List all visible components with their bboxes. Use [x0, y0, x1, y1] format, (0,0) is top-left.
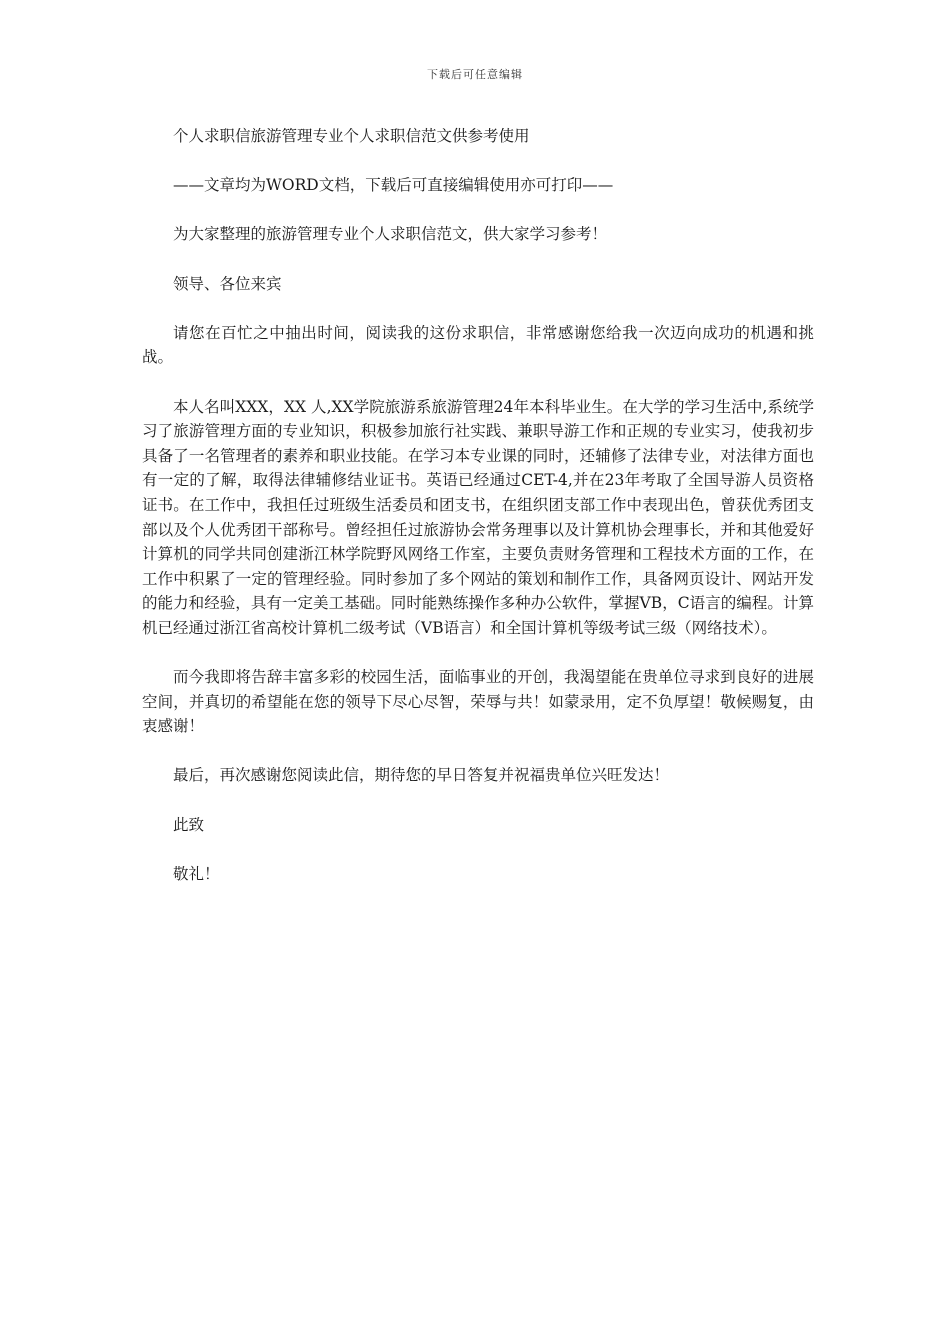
- word-doc-note: ——文章均为WORD文档，下载后可直接编辑使用亦可打印——: [173, 176, 614, 195]
- salutation: 领导、各位来宾: [173, 274, 282, 293]
- closing-phrase: 此致: [173, 815, 205, 834]
- intro-paragraph: 为大家整理的旅游管理专业个人求职信范文，供大家学习参考！: [173, 225, 608, 244]
- self-introduction-paragraph: 本人名叫XXX，XX 人,XX学院旅游系旅游管理24年本科毕业生。在大学的学习生活中,系统学习了旅游管理方面的专业知识，积极参加旅行社实践、兼职导游工作和正规的专业实习，使我初步具备了一名管理者的素养和职业技能。在学习本专业课的同时，还辅修了法律专业，对法律方面也有一定的了解，取得法律辅修结业证书。英语已经通过CET-4,并在23年考取了全国导游人员资格证书。在工作中，我担任过班级生活委员和团支书，在组织团支部工作中表现出色，曾获优秀团支部以及个人优秀团干部称号。曾经担任过旅游协会常务理事以及计算机协会理事长，并和其他爱好计算机的同学共同创建浙江林学院野风网络工作室，主要负责财务管理和工程技术方面的工作，在工作中积累了一定的管理经验。同时参加了多个网站的策划和制作工作，具备网页设计、网站开发的能力和经验，具有一定美工基础。同时能熟练操作多种办公软件，掌握VB，C语言的编程。计算机已经通过浙江省高校计算机二级考试（VB语言）和全国计算机等级考试三级（网络技术）。: [142, 397, 814, 637]
- closing-thanks-paragraph: 最后，再次感谢您阅读此信，期待您的早日答复并祝福贵单位兴旺发达！: [173, 766, 670, 785]
- letter-body: [142, 124, 814, 911]
- closing-salute: 敬礼！: [173, 864, 220, 883]
- letter-title: 个人求职信旅游管理专业个人求职信范文供参考使用: [173, 127, 530, 145]
- aspiration-paragraph: 而今我即将告辞丰富多彩的校园生活，面临事业的开创，我渴望能在贵单位寻求到良好的进展空间，并真切的希望能在您的领导下尽心尽智，荣辱与共！如蒙录用，定不负厚望！敬候赐复，由衷感谢！: [142, 668, 814, 736]
- download-note-header: 下载后可任意编辑: [427, 68, 523, 81]
- opening-paragraph: 请您在百忙之中抽出时间，阅读我的这份求职信，非常感谢您给我一次迈向成功的机遇和挑战。: [142, 323, 814, 367]
